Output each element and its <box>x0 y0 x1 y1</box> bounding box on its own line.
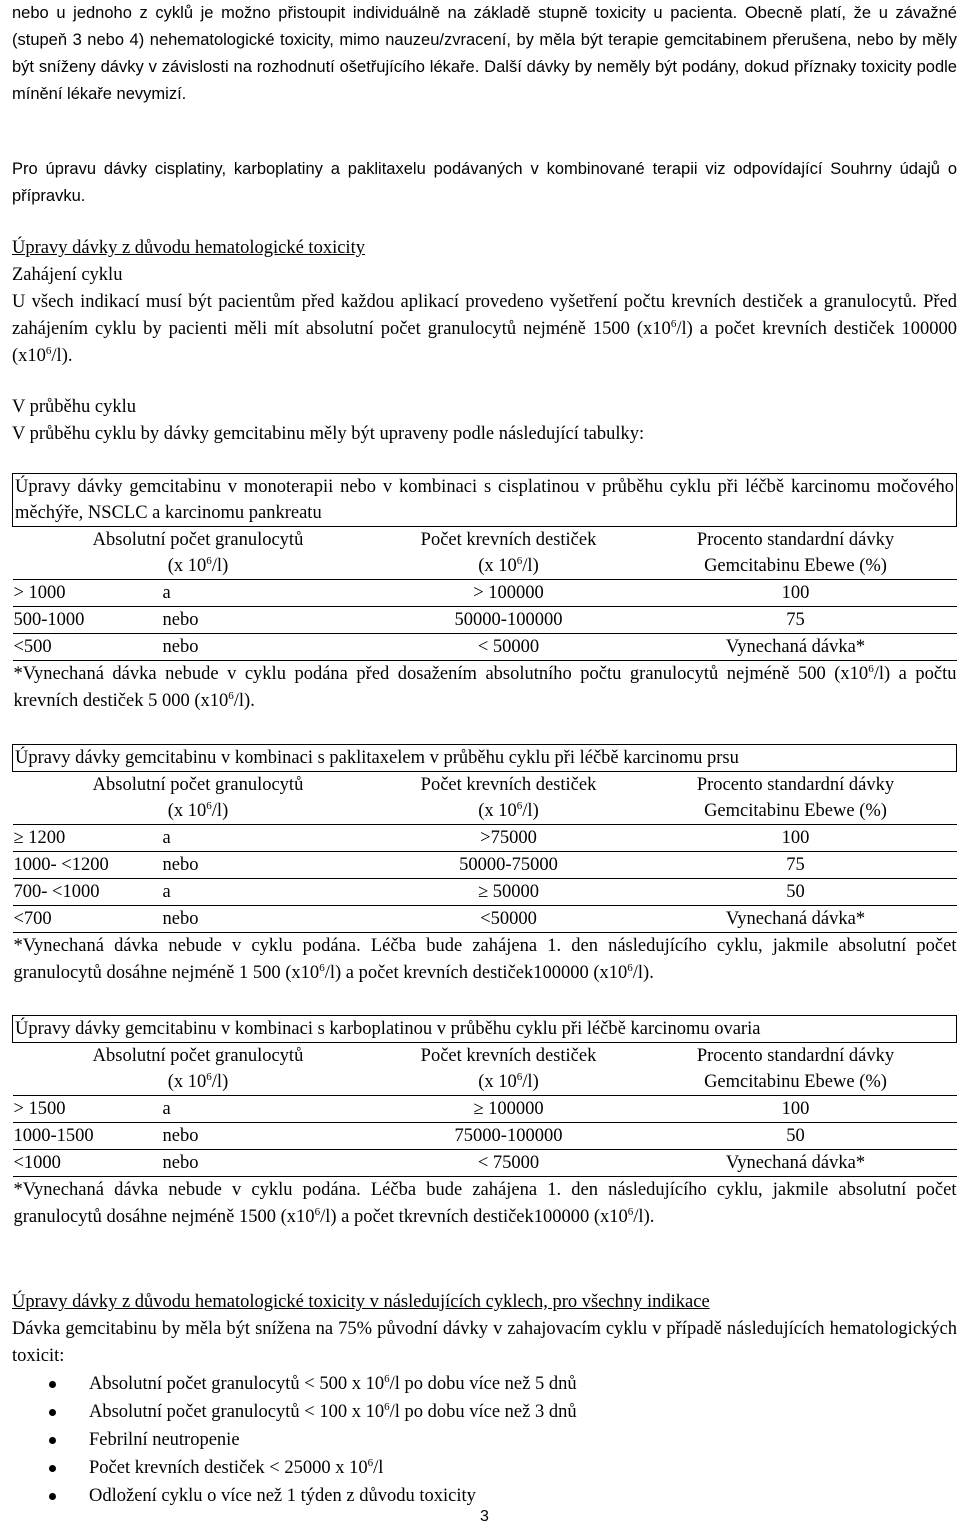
toxicity-list <box>12 1370 957 1510</box>
table-row: <500 nebo < 50000 Vynechaná dávka* <box>13 634 957 661</box>
table-caption: Úpravy dávky gemcitabinu v kombinaci s paklitaxelem v průběhu cyklu při léčbě karcinomu prsu <box>13 745 957 772</box>
hemat-subheading: Zahájení cyklu <box>12 265 123 285</box>
bullet-icon <box>49 1437 56 1444</box>
subsequent-heading: Úpravy dávky z důvodu hematologické toxicity v následujících cyklech, pro všechny indikace <box>12 1292 710 1312</box>
table-row: 1000-1500 nebo 75000-100000 50 <box>13 1123 957 1150</box>
list-item: Absolutní počet granulocytů < 100 x $10^6/l$ po dobu více než 3 dnů <box>12 1398 957 1426</box>
dose-table-carboplatin <box>12 1015 957 1231</box>
intro-paragraph-2: Pro úpravu dávky cisplatiny, karboplatiny a paklitaxelu podávaných v kombinované terapii viz odpovídající Souhrny údajů o přípravku. <box>12 160 957 205</box>
col-header-platelets: Počet krevních destiček (x $10^6/l$) <box>383 1043 634 1096</box>
list-item: Odložení cyklu o více než 1 týden z důvodu toxicity <box>12 1482 957 1510</box>
table-caption: Úpravy dávky gemcitabinu v monoterapii nebo v kombinaci s cisplatinou v průběhu cyklu při léčbě karcinomu močového měchýře, NSCLC a karcinomu pankreatu <box>13 474 957 527</box>
subsequent-text: Dávka gemcitabinu by měla být snížena na 75% původní dávky v zahajovacím cyklu v případě následujících hematologických toxicit: <box>12 1319 957 1366</box>
table-row: 1000- <1200 nebo 50000-75000 75 <box>13 852 957 879</box>
dose-table-paclitaxel <box>12 744 957 987</box>
intro-paragraph-1: nebo u jednoho z cyklů je možno přistoupit individuálně na základě stupně toxicity u pacienta. Obecně platí, že u závažné (stupeň 3 nebo 4) nehematologické toxicity, mimo nauzeu/zvracení, by měla být terapie gemcitabinem přerušena, nebo by měly být sníženy dávky v závislosti na rozhodnutí ošetřujícího lékaře. Další dávky by neměly být podány, dokud příznaky toxicity podle mínění lékaře nevymizí. <box>12 4 957 103</box>
list-item: Febrilní neutropenie <box>12 1426 957 1454</box>
during-section <box>12 394 957 448</box>
bullet-icon <box>49 1409 56 1416</box>
dose-table-monotherapy <box>12 473 957 715</box>
col-header-platelets: Počet krevních destiček (x $10^6/l$) <box>383 772 634 825</box>
table-footnote: *Vynechaná dávka nebude v cyklu podána. Léčba bude zahájena 1. den následujícího cyklu, jakmile absolutní počet granulocytů dosáhne nejméně 1500 $(x10^6/l)$ a počet tkrevních destiček100000 $(x10^6/l)$. <box>13 1180 957 1227</box>
list-item: Počet krevních destiček < 25000 x $10^6/l$ <box>12 1454 957 1482</box>
col-header-granulocytes: Absolutní počet granulocytů (x $10^6/l$) <box>13 772 383 825</box>
subsequent-section <box>12 1289 957 1510</box>
bullet-icon <box>49 1381 56 1388</box>
table-footnote: *Vynechaná dávka nebude v cyklu podána. Léčba bude zahájena 1. den následujícího cyklu, jakmile absolutní počet granulocytů dosáhne nejméně 1 500 $(x10^6/l)$ a počet krevních destiček100000 $(x10^6/l)$. <box>13 936 957 983</box>
bullet-icon <box>49 1493 56 1500</box>
table-row: > 1000 a > 100000 100 <box>13 580 957 607</box>
bullet-icon <box>49 1465 56 1472</box>
during-heading: V průběhu cyklu <box>12 397 136 417</box>
table-row: <1000 nebo < 75000 Vynechaná dávka* <box>13 1150 957 1177</box>
table-footnote: *Vynechaná dávka nebude v cyklu podána před dosažením absolutního počtu granulocytů nejméně 500 $(x10^6/l)$ a počtu krevních destiček 5 000 $(x10^6/l)$. <box>13 662 957 711</box>
table-row: 700- <1000 a ≥ 50000 50 <box>13 879 957 906</box>
hemat-section <box>12 235 957 370</box>
col-header-granulocytes: Absolutní počet granulocytů (x $10^6/l$) <box>13 1043 383 1096</box>
hemat-heading: Úpravy dávky z důvodu hematologické toxicity <box>12 238 365 258</box>
col-header-platelets: Počet krevních destiček (x $10^6/l$) <box>383 527 634 580</box>
col-header-percent: Procento standardní dávky Gemcitabinu Ebewe (%) <box>634 1043 957 1096</box>
col-header-granulocytes: Absolutní počet granulocytů (x $10^6/l$) <box>13 527 383 580</box>
list-item: Absolutní počet granulocytů < 500 x $10^6/l$ po dobu více než 5 dnů <box>12 1370 957 1398</box>
table-row: ≥ 1200 a >75000 100 <box>13 825 957 852</box>
during-text: V průběhu cyklu by dávky gemcitabinu měly být upraveny podle následující tabulky: <box>12 424 645 444</box>
hemat-text: U všech indikací musí být pacientům před každou aplikací provedeno vyšetření počtu krevních destiček a granulocytů. Před zahájením cyklu by pacienti měli mít absolutní počet granulocytů nejméně 1500 $(x10^6/l)$ a počet krevních destiček 100000 $(x10^6/l)$. <box>12 292 957 366</box>
col-header-percent: Procento standardní dávky Gemcitabinu Ebewe (%) <box>634 527 957 580</box>
table-row: 500-1000 nebo 50000-100000 75 <box>13 607 957 634</box>
table-row: <700 nebo <50000 Vynechaná dávka* <box>13 906 957 933</box>
table-row: > 1500 a ≥ 100000 100 <box>13 1096 957 1123</box>
col-header-percent: Procento standardní dávky Gemcitabinu Ebewe (%) <box>634 772 957 825</box>
table-caption: Úpravy dávky gemcitabinu v kombinaci s karboplatinou v průběhu cyklu při léčbě karcinomu ovaria <box>13 1016 957 1043</box>
page-number: 3 <box>480 1508 489 1525</box>
